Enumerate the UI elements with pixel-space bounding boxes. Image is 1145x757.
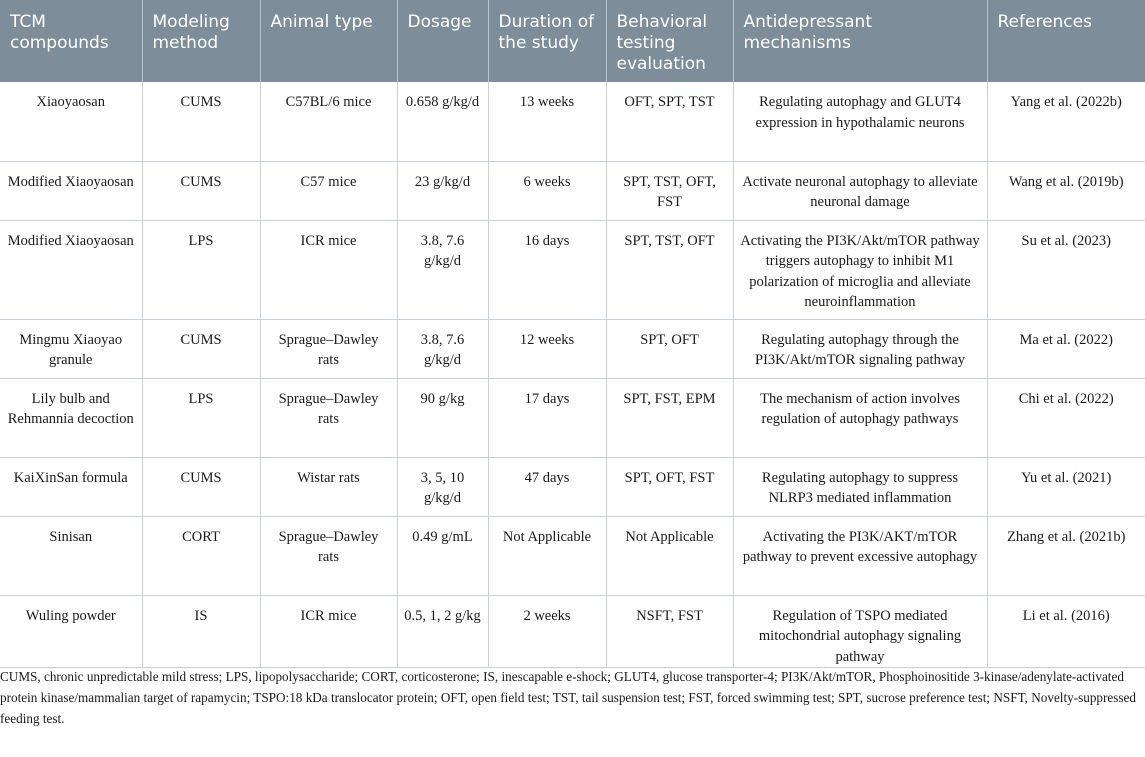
cell-duration: 12 weeks	[488, 319, 606, 378]
cell-animal: Sprague–Dawley rats	[260, 319, 397, 378]
header-duration: Duration of the study	[488, 0, 606, 82]
cell-mechanism: Regulation of TSPO mediated mitochondrial autophagy signaling pathway	[733, 595, 987, 668]
header-mechanisms: Antidepressant mechanisms	[733, 0, 987, 82]
header-behavioral-testing: Behavioral testing evaluation	[606, 0, 733, 82]
cell-mechanism: Regulating autophagy to suppress NLRP3 mediated inflammation	[733, 457, 987, 516]
cell-reference: Ma et al. (2022)	[987, 319, 1145, 378]
header-animal-type: Animal type	[260, 0, 397, 82]
cell-animal: ICR mice	[260, 220, 397, 319]
table-row	[0, 378, 1145, 457]
cell-duration: 13 weeks	[488, 82, 606, 161]
cell-duration: 16 days	[488, 220, 606, 319]
header-references: References	[987, 0, 1145, 82]
table-footnote: CUMS, chronic unpredictable mild stress; LPS, lipopolysaccharide; CORT, corticosterone; IS, inescapable e-shock; GLUT4, glucose transporter-4; PI3K/Akt/mTOR, Phosphoinositide 3-kinase/adenylate-activated protein kinase/mammalian target of rapamycin; TSPO:18 kDa translocator protein; OFT, open field test; TST, tail suspension test; FST, forced swimming test; SPT, sucrose preference test; NSFT, Novelty-suppressed feeding test.	[0, 669, 1136, 726]
table-row	[0, 516, 1145, 595]
cell-animal: Sprague–Dawley rats	[260, 378, 397, 457]
cell-dosage: 3, 5, 10 g/kg/d	[397, 457, 488, 516]
cell-reference: Wang et al. (2019b)	[987, 161, 1145, 220]
table-row	[0, 595, 1145, 668]
header-row	[0, 0, 1145, 82]
cell-animal: C57BL/6 mice	[260, 82, 397, 161]
cell-modeling: CUMS	[142, 161, 260, 220]
cell-duration: 2 weeks	[488, 595, 606, 668]
cell-modeling: IS	[142, 595, 260, 668]
header-tcm-compounds: TCM compounds	[0, 0, 142, 82]
cell-modeling: LPS	[142, 220, 260, 319]
table-row	[0, 220, 1145, 319]
table-row	[0, 161, 1145, 220]
cell-compound: Sinisan	[0, 516, 142, 595]
cell-animal: C57 mice	[260, 161, 397, 220]
cell-dosage: 90 g/kg	[397, 378, 488, 457]
cell-mechanism: Activate neuronal autophagy to alleviate neuronal damage	[733, 161, 987, 220]
cell-compound: Xiaoyaosan	[0, 82, 142, 161]
cell-compound: KaiXinSan formula	[0, 457, 142, 516]
cell-reference: Li et al. (2016)	[987, 595, 1145, 668]
cell-dosage: 0.49 g/mL	[397, 516, 488, 595]
cell-animal: ICR mice	[260, 595, 397, 668]
cell-compound: Mingmu Xiaoyao granule	[0, 319, 142, 378]
cell-dosage: 0.5, 1, 2 g/kg	[397, 595, 488, 668]
cell-reference: Yu et al. (2021)	[987, 457, 1145, 516]
cell-reference: Chi et al. (2022)	[987, 378, 1145, 457]
cell-modeling: CORT	[142, 516, 260, 595]
cell-dosage: 3.8, 7.6 g/kg/d	[397, 220, 488, 319]
cell-dosage: 0.658 g/kg/d	[397, 82, 488, 161]
cell-dosage: 3.8, 7.6 g/kg/d	[397, 319, 488, 378]
header-dosage: Dosage	[397, 0, 488, 82]
cell-compound: Modified Xiaoyaosan	[0, 220, 142, 319]
table-row	[0, 457, 1145, 516]
table-body	[0, 82, 1145, 668]
cell-mechanism: Activating the PI3K/Akt/mTOR pathway triggers autophagy to inhibit M1 polarization of microglia and alleviate neuroinflammation	[733, 220, 987, 319]
cell-compound: Wuling powder	[0, 595, 142, 668]
cell-behavioral: SPT, TST, OFT, FST	[606, 161, 733, 220]
cell-compound: Lily bulb and Rehmannia decoction	[0, 378, 142, 457]
cell-duration: Not Applicable	[488, 516, 606, 595]
cell-mechanism: Activating the PI3K/AKT/mTOR pathway to prevent excessive autophagy	[733, 516, 987, 595]
cell-modeling: CUMS	[142, 82, 260, 161]
header-modeling-method: Modeling method	[142, 0, 260, 82]
cell-reference: Yang et al. (2022b)	[987, 82, 1145, 161]
cell-mechanism: Regulating autophagy and GLUT4 expression in hypothalamic neurons	[733, 82, 987, 161]
cell-reference: Su et al. (2023)	[987, 220, 1145, 319]
cell-behavioral: SPT, FST, EPM	[606, 378, 733, 457]
cell-behavioral: SPT, OFT	[606, 319, 733, 378]
cell-modeling: LPS	[142, 378, 260, 457]
cell-mechanism: Regulating autophagy through the PI3K/Akt/mTOR signaling pathway	[733, 319, 987, 378]
cell-duration: 6 weeks	[488, 161, 606, 220]
cell-animal: Sprague–Dawley rats	[260, 516, 397, 595]
cell-behavioral: Not Applicable	[606, 516, 733, 595]
table-row	[0, 319, 1145, 378]
cell-dosage: 23 g/kg/d	[397, 161, 488, 220]
cell-duration: 47 days	[488, 457, 606, 516]
cell-modeling: CUMS	[142, 457, 260, 516]
cell-modeling: CUMS	[142, 319, 260, 378]
cell-mechanism: The mechanism of action involves regulation of autophagy pathways	[733, 378, 987, 457]
cell-compound: Modified Xiaoyaosan	[0, 161, 142, 220]
cell-duration: 17 days	[488, 378, 606, 457]
cell-behavioral: SPT, TST, OFT	[606, 220, 733, 319]
cell-behavioral: SPT, OFT, FST	[606, 457, 733, 516]
cell-reference: Zhang et al. (2021b)	[987, 516, 1145, 595]
cell-animal: Wistar rats	[260, 457, 397, 516]
cell-behavioral: NSFT, FST	[606, 595, 733, 668]
table-header	[0, 0, 1145, 82]
table-row	[0, 82, 1145, 161]
cell-behavioral: OFT, SPT, TST	[606, 82, 733, 161]
